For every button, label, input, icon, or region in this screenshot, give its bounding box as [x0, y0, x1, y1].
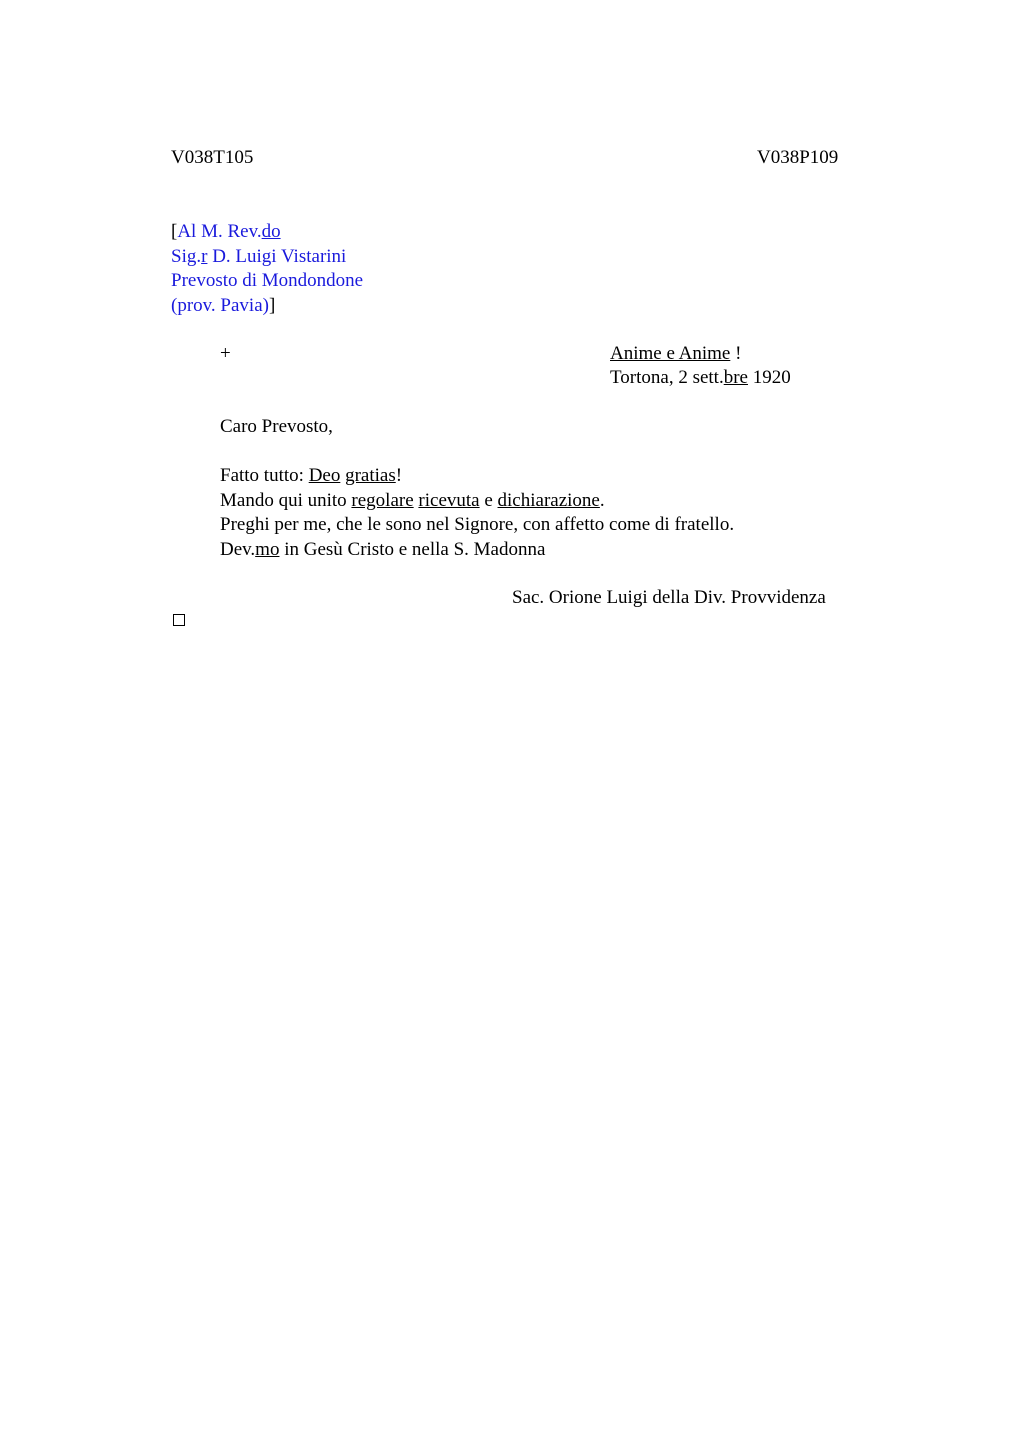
body-underlined-word: dichiarazione	[497, 489, 600, 511]
body-line-3: Preghi per me, che le sono nel Signore, con affetto come di fratello.	[220, 514, 735, 535]
address-sig-abbrev: r	[201, 245, 208, 267]
body-underlined-word: gratias	[345, 465, 396, 486]
motto-tail: !	[730, 343, 742, 364]
body-line-2	[220, 489, 734, 514]
body-text-segment: e	[479, 489, 498, 511]
motto	[610, 342, 741, 366]
address-line-2	[171, 245, 363, 270]
address-line-1	[171, 220, 363, 245]
body-line-1	[220, 464, 734, 489]
closing-text: in Gesù Cristo e nella S. Madonna	[279, 538, 546, 560]
closing-abbrev: Dev.	[220, 538, 256, 560]
address-title: Al M. Rev.	[177, 221, 262, 242]
end-marker-square-icon	[173, 614, 185, 626]
letter-body	[220, 464, 734, 562]
address-line-3: Prevosto di Mondondone	[171, 270, 364, 291]
address-title-abbrev: do	[261, 221, 281, 242]
date-place: Tortona, 2 sett.	[610, 367, 724, 388]
body-underlined-word: ricevuta	[418, 489, 480, 511]
address-line-4	[171, 294, 363, 319]
salutation: Caro Prevosto,	[220, 416, 333, 437]
open-bracket: [	[171, 221, 178, 242]
date-month-abbrev: bre	[723, 367, 748, 388]
body-text-segment: .	[599, 489, 605, 511]
address-block	[171, 220, 363, 318]
body-text-segment: Fatto tutto:	[220, 465, 309, 486]
document-code-right: V038P109	[757, 147, 839, 168]
body-text-segment: Mando qui unito	[220, 489, 352, 511]
closing-abbrev-superscript: mo	[255, 538, 280, 560]
body-underlined-word: Deo	[308, 465, 341, 486]
signature: Sac. Orione Luigi della Div. Provvidenza	[512, 587, 826, 608]
body-underlined-word: regolare	[351, 489, 414, 511]
close-bracket: ]	[268, 294, 276, 316]
place-date	[610, 366, 791, 390]
address-sig: Sig.	[171, 245, 202, 267]
address-province: (prov. Pavia)	[171, 294, 269, 316]
address-recipient-name: D. Luigi Vistarini	[207, 245, 347, 267]
date-year: 1920	[747, 367, 791, 388]
body-text-segment: !	[395, 465, 403, 486]
document-code-left: V038T105	[171, 147, 254, 168]
cross-symbol: +	[220, 343, 231, 364]
motto-underlined: Anime e Anime	[610, 343, 731, 364]
body-line-4	[220, 538, 734, 563]
